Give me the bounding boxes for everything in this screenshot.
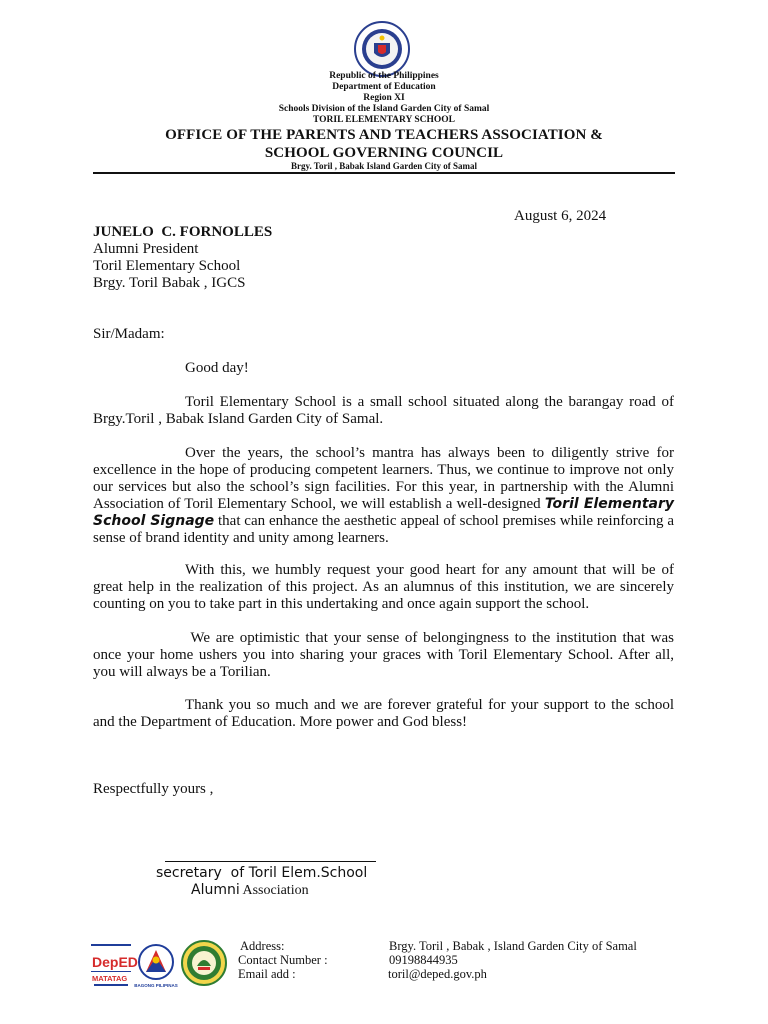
footer-email-value[interactable]: toril@deped.gov.ph [388, 967, 487, 981]
deped-logo-text: DepED [92, 954, 138, 970]
paragraph-1: Toril Elementary School is a small school situated along the barangay road of Brgy.Toril , Babak Island Garden City of Samal. [93, 394, 674, 427]
salutation: Sir/Madam: [93, 326, 165, 342]
school-seal-logo [181, 940, 227, 986]
recipient-name: JUNELO C. FORNOLLES [93, 224, 273, 240]
signature-line [165, 861, 376, 862]
signage-emphasis: Toril Elementary School Signage [93, 496, 674, 529]
signatory-title: secretary of Toril Elem.School [156, 865, 368, 881]
office-title-line2: SCHOOL GOVERNING COUNCIL [264, 145, 504, 161]
paragraph-2: Over the years, the school’s mantra has always been to diligently strive for excellence in the hope of producing competent learners. Thus, we continue to improve not only our services but also the school’s sign facilities. For this year, in partnership with the Alumni Association of Toril Elementary School, we will establish a well-designed Toril Elementary School Signage that can enhance the aesthetic appeal of school premises while reinforcing a sense of brand identity and unity among learners. [93, 445, 674, 546]
recipient-title: Alumni President [93, 241, 199, 257]
paragraph-4: We are optimistic that your sense of belongingness to the institution that was once your home ushers you into sharing your graces with Toril Elementary School. After all, you will always be a Torilian. [93, 630, 678, 680]
bagong-pilipinas-text: BAGONG PILIPINAS [134, 983, 178, 988]
header-republic: Republic of the Philippines [329, 71, 439, 81]
recipient-org: Toril Elementary School [93, 258, 241, 274]
deped-matatag-logo [90, 943, 138, 989]
recipient-address: Brgy. Toril Babak , IGCS [93, 275, 246, 291]
paragraph-3: With this, we humbly request your good heart for any amount that will be of great help in the realization of this project. As an alumnus of this institution, we are sincerely counting on you to take part in this undertaking and once again support the school. [93, 562, 674, 612]
footer-contact-value: 09198844935 [389, 953, 458, 967]
header-divider [93, 172, 675, 174]
header-school: TORIL ELEMENTARY SCHOOL [312, 115, 456, 125]
footer-email-label: Email add : [238, 967, 296, 981]
header-division: Schools Division of the Island Garden City of Samal [278, 104, 490, 114]
header-address: Brgy. Toril , Babak Island Garden City of Samal [290, 161, 478, 171]
footer-address-value: Brgy. Toril , Babak , Island Garden City of Samal [389, 939, 637, 953]
header-department: Department of Education [332, 82, 436, 92]
deped-seal-logo [354, 21, 410, 77]
footer-address-label: Address: [240, 939, 285, 953]
greeting: Good day! [185, 360, 249, 376]
bagong-pilipinas-logo [134, 942, 178, 990]
footer-contact-label: Contact Number : [238, 953, 328, 967]
signatory-org: Alumni Association [191, 882, 309, 898]
matatag-logo-text: MATATAG [92, 974, 128, 983]
paragraph-5: Thank you so much and we are forever grateful for your support to the school and the Department of Education. More power and God bless! [93, 697, 674, 730]
letter-date: August 6, 2024 [514, 208, 607, 224]
header-region: Region XI [363, 93, 405, 103]
office-title-line1: OFFICE OF THE PARENTS AND TEACHERS ASSOCIATION & [165, 127, 603, 143]
closing: Respectfully yours , [93, 781, 214, 797]
